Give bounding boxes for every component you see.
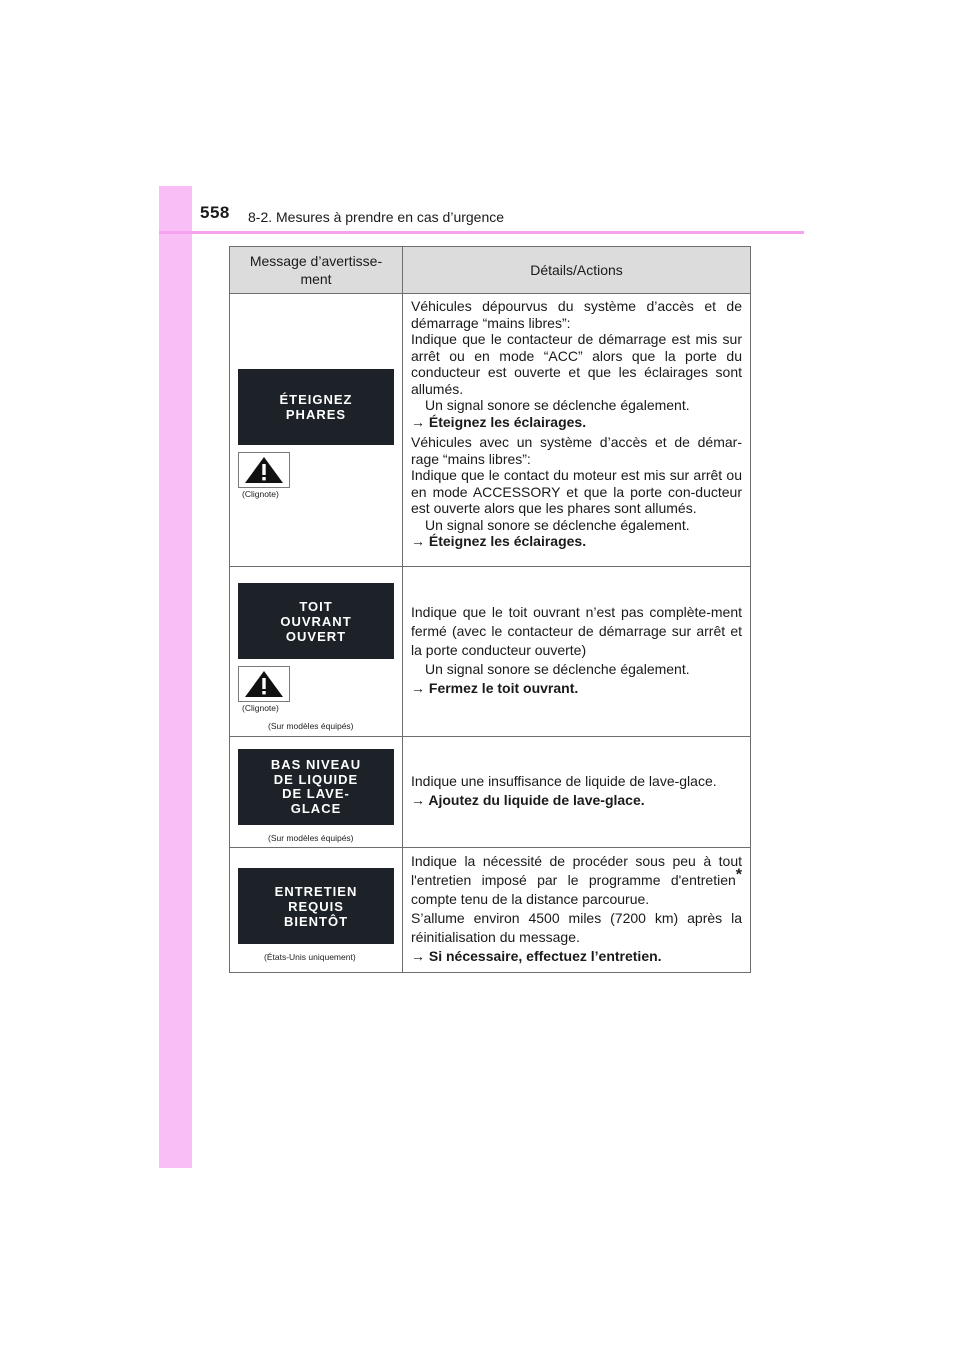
- column-header-details: Détails/Actions: [403, 247, 751, 294]
- warning-message-table: [229, 246, 751, 973]
- warning-triangle-icon: [243, 669, 285, 699]
- blink-label: (Clignote): [242, 489, 279, 499]
- header-rule: [159, 231, 804, 234]
- table-row: [230, 848, 751, 973]
- table-header-row: [230, 247, 751, 294]
- message-image-cell: [230, 737, 403, 848]
- details-cell: Indique la nécessité de procéder sous peu à tout l'entretien imposé par le programme d'entretien* compte tenu de la distance parcourue. S’allume environ 4500 miles (7200 km) après la réinitialisation du message. → Si nécessaire, effectuez l’entretien.: [403, 848, 751, 973]
- display-screen: BAS NIVEAU DE LIQUIDE DE LAVE- GLACE: [238, 749, 394, 825]
- warning-icon-box: [238, 666, 290, 702]
- footnote-marker: *: [735, 866, 742, 884]
- region-note: (États-Unis uniquement): [264, 952, 356, 962]
- details-cell: Indique une insuffisance de liquide de lave-glace. → Ajoutez du liquide de lave-glace.: [403, 737, 751, 848]
- details-cell: Véhicules dépourvus du système d’accès et de démarrage “mains libres”: Indique que le contacteur de démarrage est mis sur arrêt ou en mode “ACC” alors que la porte du conducteur est ouverte et que les éclairages sont allumés. Un signal sonore se déclenche également. → Éteignez les éclairages. Véhicules avec un système d’accès et de démar-rage “mains libres”: Indique que le contact du moteur est mis sur arrêt ou en mode ACCESSORY et que la porte con-ducteur est ouverte alors que les phares sont allumés. Un signal sonore se déclenche également. → Éteignez les éclairages.: [403, 294, 751, 567]
- action-text: → Éteignez les éclairages.: [411, 413, 587, 430]
- action-text: → Éteignez les éclairages.: [411, 533, 587, 549]
- blink-label: (Clignote): [242, 703, 279, 713]
- table-row: [230, 737, 751, 848]
- page-number: 558: [200, 203, 230, 222]
- equipment-note: (Sur modèles équipés): [268, 833, 354, 843]
- chapter-side-tab: [159, 186, 192, 1168]
- column-header-message: Message d’avertisse- ment: [230, 247, 403, 294]
- message-image-cell: [230, 848, 403, 973]
- equipment-note: (Sur modèles équipés): [268, 721, 354, 731]
- display-screen: ENTRETIEN REQUIS BIENTÔT: [238, 868, 394, 944]
- details-cell: Indique que le toit ouvrant n’est pas complète-ment fermé (avec le contacteur de démarrage sur arrêt et la porte conducteur ouverte) Un signal sonore se déclenche également. → Fermez le toit ouvrant.: [403, 567, 751, 737]
- table-row: [230, 567, 751, 737]
- action-text: → Fermez le toit ouvrant.: [411, 680, 579, 696]
- action-text: → Ajoutez du liquide de lave-glace.: [411, 792, 645, 808]
- message-image-cell: [230, 294, 403, 567]
- action-text: → Si nécessaire, effectuez l’entretien.: [411, 948, 662, 964]
- warning-triangle-icon: [243, 455, 285, 485]
- table-row: [230, 294, 751, 567]
- section-title: 8-2. Mesures à prendre en cas d’urgence: [248, 209, 505, 225]
- message-image-cell: [230, 567, 403, 737]
- display-screen: ÉTEIGNEZ PHARES: [238, 369, 394, 445]
- display-screen: TOIT OUVRANT OUVERT: [238, 583, 394, 659]
- warning-icon-box: [238, 452, 290, 488]
